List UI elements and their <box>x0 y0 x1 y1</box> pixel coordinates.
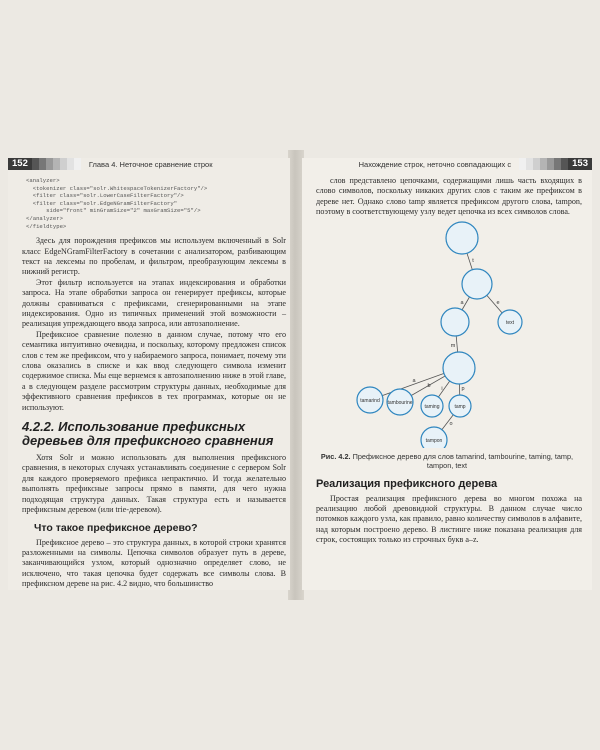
trie-node-tam <box>443 352 475 384</box>
code-line: </fieldtype> <box>26 222 67 230</box>
left-body <box>8 236 290 589</box>
paragraph: Хотя Solr и можно использовать для выполнения префиксного сравнения, в некоторых случаях устанавливать соединение с сервером Solr для каждого проверяемого префикса непрактично. И тогда желательно выполнять префиксные запросы прямо в памяти, для чего нужна подходящая структура данных. Такая структура есть и называется префиксным деревом (или trie-деревом). <box>22 453 286 515</box>
right-body-top <box>302 176 592 218</box>
header-bars <box>32 158 81 170</box>
paragraph: Префиксное сравнение полезно в данном случае, потому что его семантика интуитивно очевидна, и поскольку, которому предложен список слов с тем же префиксом, что у набираемого запроса, понимает, почему эти слова оказались в списке и как ввод следующего символа изменит содержимое списка. Мы еще вернемся к автозаполнению ниже в этой главе, а в следующем разделе рассмотрим структуры данных, необходимые для эффективного сравнения префиксов в тех программах, которые он не используют. <box>22 329 286 412</box>
section-heading: Реализация префиксного дерева <box>316 477 498 490</box>
paragraph: Здесь для порождения префиксов мы используем включенный в Solr класс EdgeNGramFilterFactory в сочетании с анализатором, разбивающим текст на лексемы по пробелам, и фильтром, преобразующим лексемы в нижний регистр. <box>22 236 286 277</box>
edge-label: o <box>449 420 453 427</box>
trie-node-root <box>446 222 478 254</box>
node-label-taming: taming <box>424 403 440 410</box>
left-header-title: Глава 4. Неточное сравнение строк <box>88 159 213 169</box>
paragraph: Простая реализация префиксного дерева во многом похожа на реализацию любой древовидной структуры. В данном случае число потомков каждого узла, как правило, равно количеству символов в алфавите, над которым построено дерево. В листинге ниже показана реализация для строк, состоящих только из строчных букв a–z. <box>316 493 582 545</box>
edge-label: a <box>412 377 416 384</box>
left-page-number: 152 <box>8 158 32 170</box>
edge-label: i <box>441 385 443 392</box>
left-page-header <box>8 158 290 170</box>
node-label-tamp: tamp <box>454 403 466 410</box>
header-bars <box>519 158 568 170</box>
left-page <box>8 158 290 590</box>
paragraph: слов представлено цепочками, содержащими лишь часть входящих в слово символов, поскольку никаких других слов с таким же префиксом в дереве нет. Однако слово tamp является префиксом другого слова, tampon, поэтому в соответствующему узлу ведет цепочка из всех символов слова. <box>316 176 582 217</box>
right-page <box>302 158 592 590</box>
code-line: <filter class="solr.EdgeNGramFilterFactory" <box>26 199 178 207</box>
code-line: <analyzer> <box>26 177 60 184</box>
edge-label: m <box>450 342 456 349</box>
section-heading: 4.2.2. Использование префиксных деревьев для префиксного сравнения <box>22 419 274 449</box>
right-header-title: Нахождение строк, неточно совпадающих с <box>358 159 512 169</box>
caption-text: Префиксное дерево для слов tamarind, tambourine, taming, tamp, tampon, text <box>352 451 574 470</box>
caption-label: Рис. 4.2. <box>320 451 351 461</box>
node-label-tamarind: tamarind <box>360 397 380 404</box>
right-page-header <box>302 158 592 170</box>
edge-label: b <box>427 382 431 389</box>
right-page-number: 153 <box>568 158 592 170</box>
trie-node-ta <box>441 308 469 336</box>
right-body-bottom <box>302 478 592 546</box>
node-label-tampon: tampon <box>425 437 443 444</box>
node-label-tambourine: tambourine <box>387 399 413 406</box>
subheading: Что такое префиксное дерево? <box>34 521 198 534</box>
paragraph: Префиксное дерево – это структура данных, в которой строки хранятся разложенными на символы. Цепочка символов образует путь в дереве, заканчивающийся узлом, который однозначно определяет слово, не исключено, что такая цепочка будет содержать все символы слова. В префиксном дереве на рис. 4.2 видно, что большинство <box>22 537 286 589</box>
figure-caption <box>302 448 592 472</box>
edge-label: p <box>461 385 465 392</box>
code-block <box>8 177 290 230</box>
code-line: side="front" minGramSize="2" maxGramSize="5"/> <box>26 207 201 215</box>
edge-label: e <box>496 299 500 306</box>
code-line: </analyzer> <box>26 214 63 222</box>
edge-label: a <box>460 299 464 306</box>
code-line: <tokenizer class="solr.WhitespaceTokenizerFactory"/> <box>26 184 208 192</box>
trie-figure <box>302 220 592 448</box>
edge-label: t <box>472 257 474 264</box>
trie-node-t <box>462 269 492 299</box>
paragraph: Этот фильтр используется на этапах индексирования и обработки запроса. На этапе обработки запроса он генерирует префиксы, которые должны сравниваться с префиксами, сгенерированными на этапе индексирования. Одно из типичных применений этой возможности – реализация упреждающего ввода запроса, или автозаполнение. <box>22 277 286 329</box>
code-line: <filter class="solr.LowerCaseFilterFactory"/> <box>26 192 184 200</box>
node-label-text: text <box>505 319 515 326</box>
